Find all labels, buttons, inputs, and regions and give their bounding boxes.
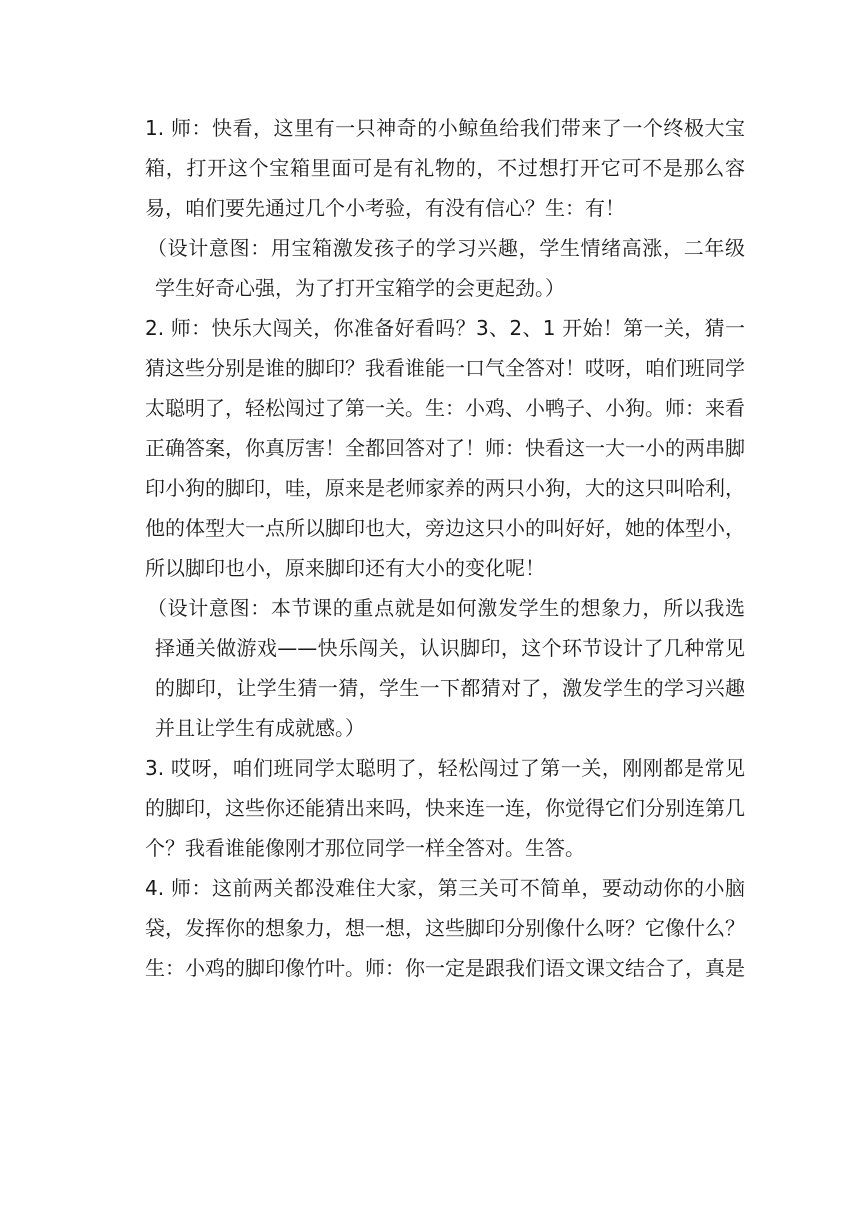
design-intent-note-2: （设计意图：本节课的重点就是如何激发学生的想象力，所以我选择通关做游戏——快乐闯关，认识脚印，这个环节设计了几种常见的脚印，让学生猜一猜，学生一下都猜对了，激发学生的学习兴趣并且让学生有成就感。）: [147, 596, 745, 740]
document-body: [145, 108, 745, 988]
paragraph-4: 4. 师：这前两关都没难住大家，第三关可不简单，要动动你的小脑袋，发挥你的想象力，想一想，这些脚印分别像什么呀？它像什么？生：小鸡的脚印像竹叶。师：你一定是跟我们语文课文结合了，真是: [145, 876, 745, 980]
design-intent-note-1: （设计意图：用宝箱激发孩子的学习兴趣，学生情绪高涨，二年级学生好奇心强，为了打开宝箱学的会更起劲。）: [147, 236, 745, 300]
paragraph-2: 2. 师：快乐大闯关，你准备好看吗？3、2、1 开始！第一关，猜一猜这些分别是谁的脚印？我看谁能一口气全答对！哎呀，咱们班同学太聪明了，轻松闯过了第一关。生：小鸡、小鸭子、小狗。师：来看正确答案，你真厉害！全都回答对了！师：快看这一大一小的两串脚印小狗的脚印，哇，原来是老师家养的两只小狗，大的这只叫哈利，他的体型大一点所以脚印也大，旁边这只小的叫好好，她的体型小，所以脚印也小，原来脚印还有大小的变化呢！: [145, 316, 745, 580]
paragraph-1: 1. 师：快看，这里有一只神奇的小鲸鱼给我们带来了一个终极大宝箱，打开这个宝箱里面可是有礼物的，不过想打开它可不是那么容易，咱们要先通过几个小考验，有没有信心？生：有！: [145, 116, 745, 220]
paragraph-3: 3. 哎呀，咱们班同学太聪明了，轻松闯过了第一关，刚刚都是常见的脚印，这些你还能猜出来吗，快来连一连，你觉得它们分别连第几个？我看谁能像刚才那位同学一样全答对。生答。: [145, 756, 745, 860]
